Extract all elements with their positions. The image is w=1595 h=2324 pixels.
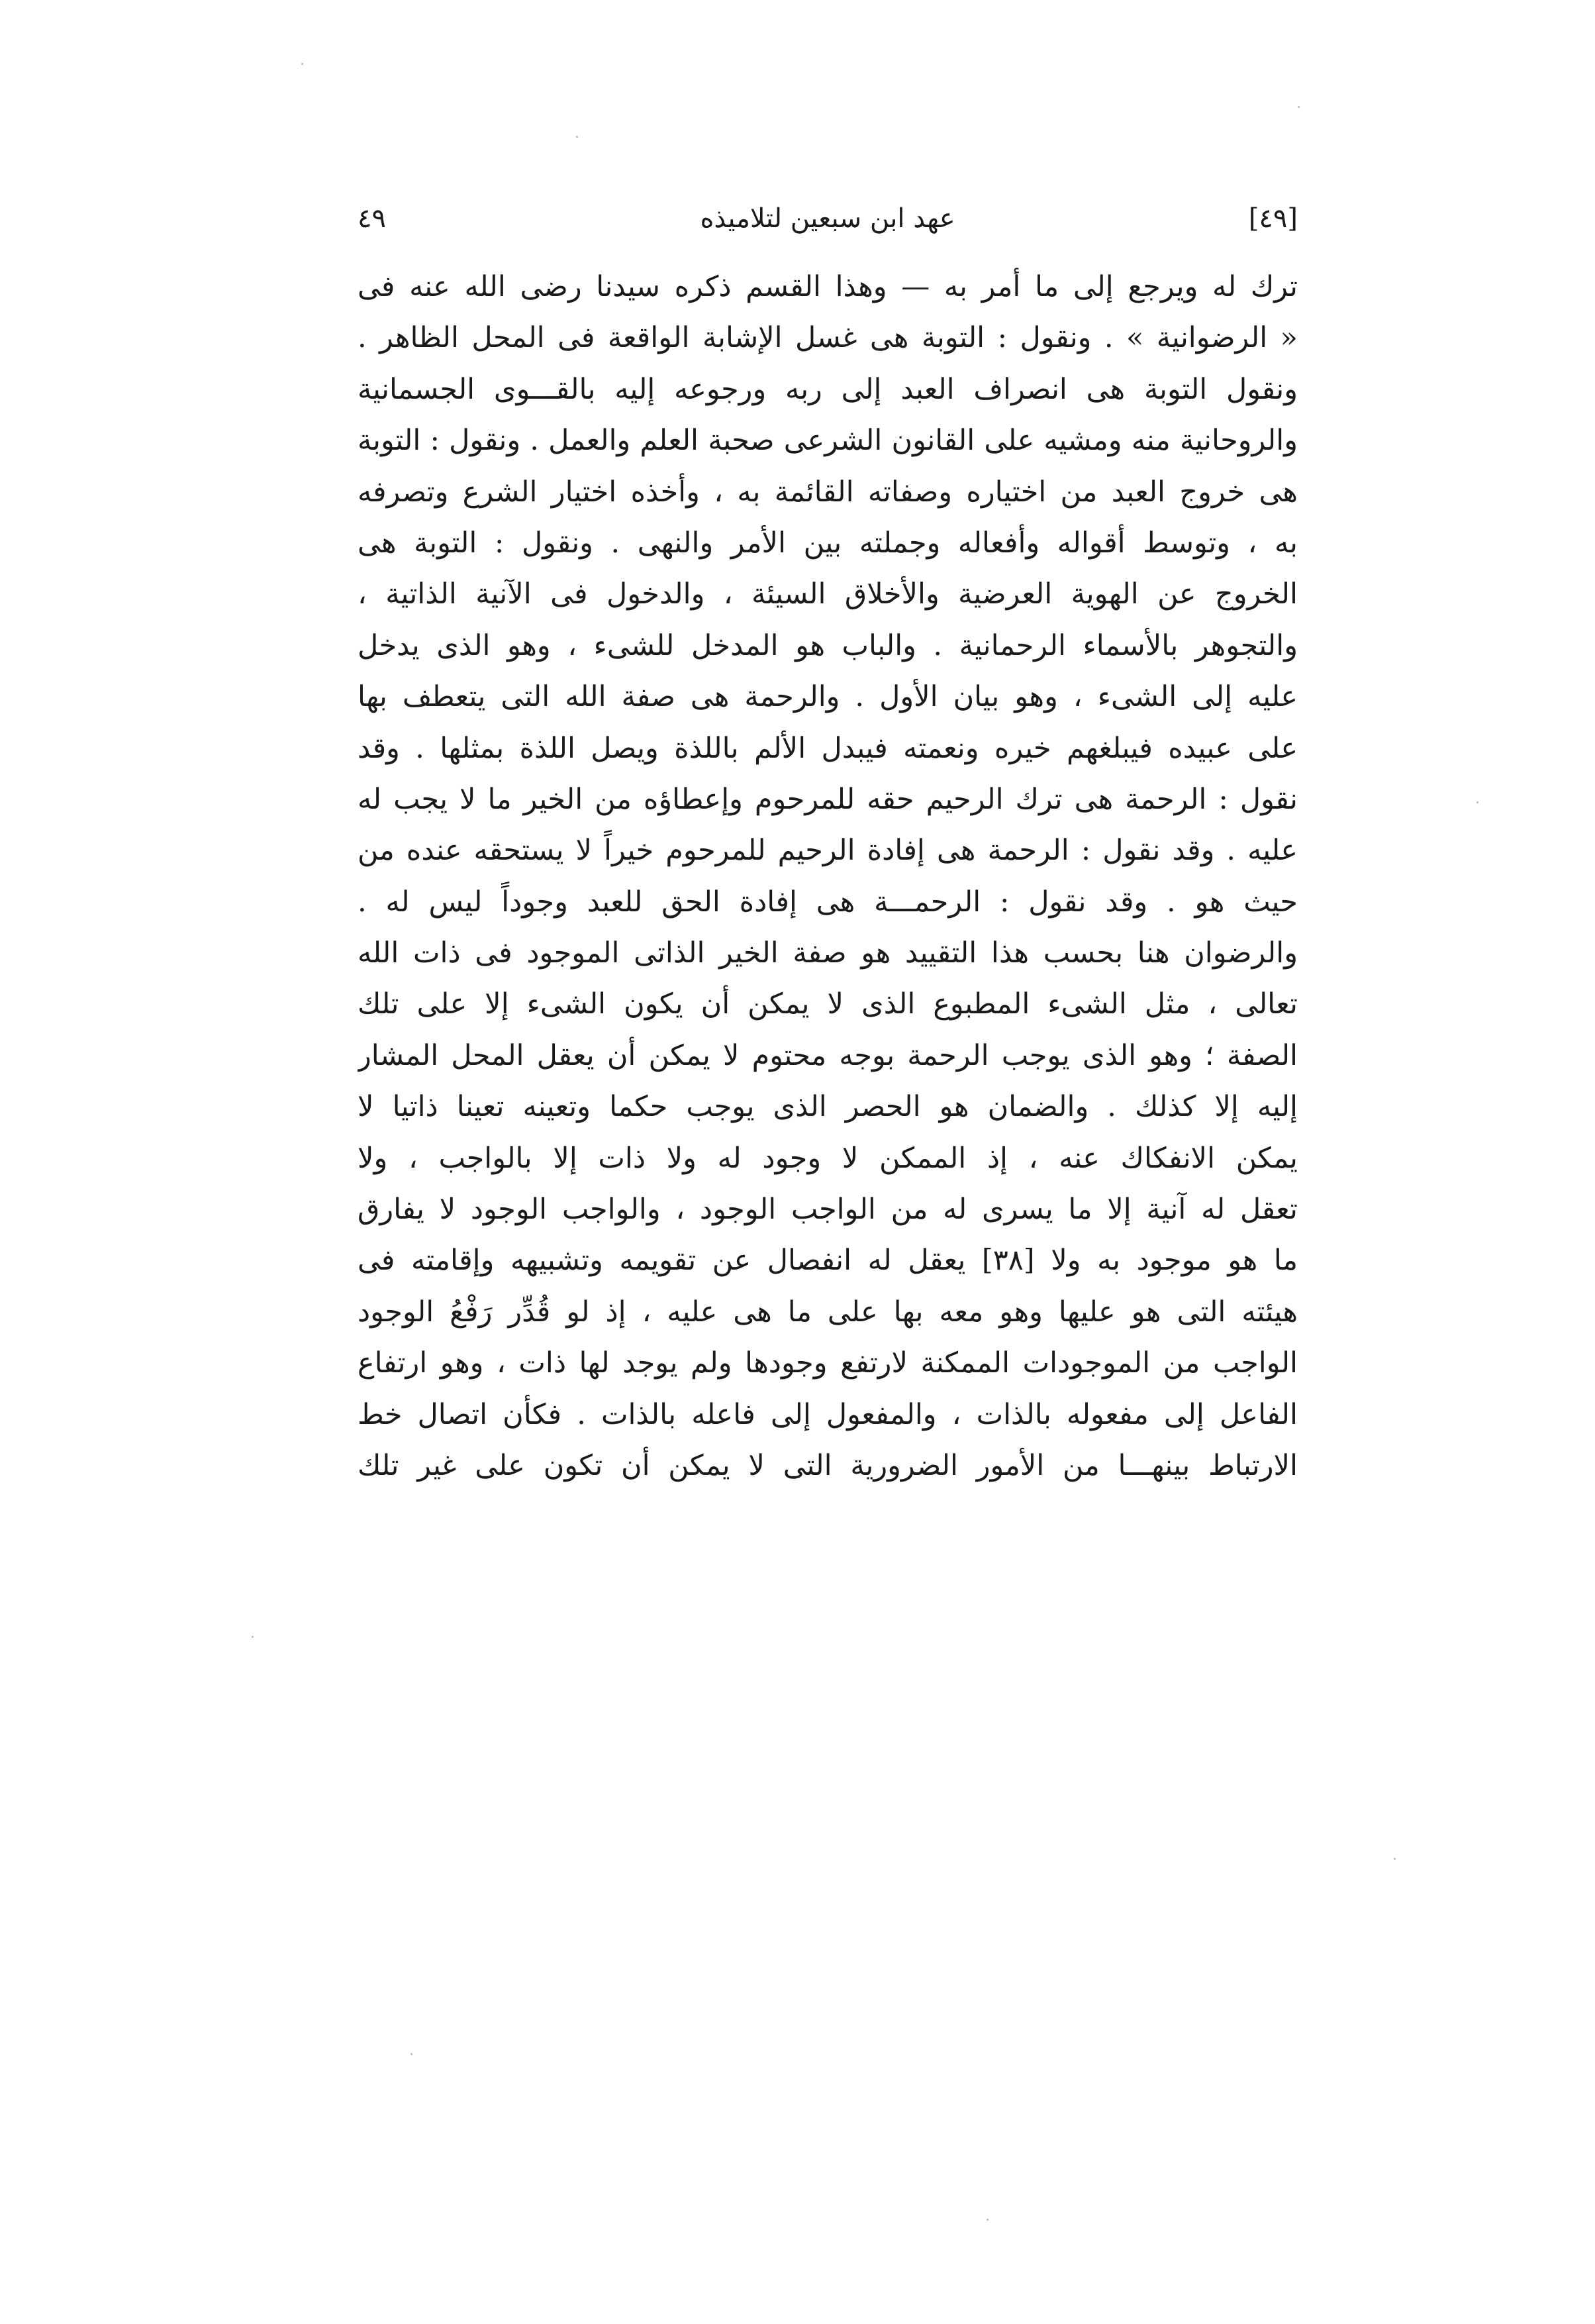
- text-line: الواجب من الموجودات الممكنة لارتفع وجودها ولم يوجد لها ذات ، وهو ارتفاع: [358, 1346, 1298, 1380]
- scan-speck: [252, 1636, 254, 1638]
- text-line: الفاعل إلى مفعوله بالذات ، والمفعول إلى فاعله بالذات . فكأن اتصال خط: [358, 1397, 1298, 1431]
- scan-speck: [576, 136, 578, 138]
- text-line: هى خروج العبد من اختياره وصفاته القائمة به ، وأخذه اختيار الشرع وتصرفه: [358, 475, 1298, 509]
- text-line: ما هو موجود به ولا [٣٨] يعقل له انفصال عن تقويمه وتشبيهه وإقامته فى: [358, 1244, 1298, 1278]
- page-bracket-number: [٤٩]: [1248, 203, 1298, 234]
- text-line: يمكن الانفكاك عنه ، إذ الممكن لا وجود له ولا ذات إلا بالواجب ، ولا: [358, 1141, 1298, 1175]
- text-line: تعقل له آنية إلا ما يسرى له من الواجب الوجود ، والواجب الوجود لا يفارق: [358, 1193, 1298, 1227]
- scan-speck: [301, 63, 303, 65]
- scan-speck: [411, 2053, 412, 2055]
- text-line: إليه إلا كذلك . والضمان هو الحصر الذى يوجب حكما وتعينه تعينا ذاتيا لا: [358, 1090, 1298, 1124]
- text-line: عليه إلى الشىء ، وهو بيان الأول . والرحمة هى صفة الله التى يتعطف بها: [358, 680, 1298, 714]
- text-line: والروحانية منه ومشيه على القانون الشرعى صحبة العلم والعمل . ونقول : التوبة: [358, 424, 1298, 458]
- text-line: « الرضوانية » . ونقول : التوبة هى غسل الإشابة الواقعة فى المحل الظاهر .: [358, 321, 1298, 355]
- text-line: نقول : الرحمة هى ترك الرحيم حقه للمرحوم وإعطاؤه من الخير ما لا يجب له: [358, 782, 1298, 816]
- text-line: والتجوهر بالأسماء الرحمانية . والباب هو المدخل للشىء ، وهو الذى يدخل: [358, 629, 1298, 662]
- body-text: [358, 262, 1298, 1491]
- text-line: على عبيده فيبلغهم خيره ونعمته فيبدل الألم باللذة ويصل اللذة بمثلها . وقد: [358, 731, 1298, 765]
- scan-speck: [1476, 801, 1478, 803]
- text-line: عليه . وقد نقول : الرحمة هى إفادة الرحيم للمرحوم خيراً لا يستحقه عنده من: [358, 834, 1298, 868]
- text-line: ونقول التوبة هى انصراف العبد إلى ربه ورجوعه إليه بالقـــوى الجسمانية: [358, 372, 1298, 406]
- scan-speck: [1394, 1858, 1396, 1860]
- text-line: الخروج عن الهوية العرضية والأخلاق السيئة ، والدخول فى الآنية الذاتية ،: [358, 578, 1298, 611]
- running-title: عهد ابن سبعين لتلاميذه: [700, 203, 955, 234]
- text-line: الارتباط بينهـــا من الأمور الضرورية التى لا يمكن أن تكون على غير تلك: [358, 1448, 1298, 1482]
- page-number: ٤٩: [358, 203, 386, 234]
- text-line: والرضوان هنا بحسب هذا التقييد هو صفة الخير الذاتى الموجود فى ذات الله: [358, 936, 1298, 970]
- text-line: الصفة ؛ وهو الذى يوجب الرحمة بوجه محتوم لا يمكن أن يعقل المحل المشار: [358, 1038, 1298, 1072]
- scan-speck: [987, 2219, 989, 2221]
- scan-speck: [1298, 106, 1300, 108]
- text-line: ترك له ويرجع إلى ما أمر به — وهذا القسم ذكره سيدنا رضى الله عنه فى: [358, 270, 1298, 303]
- text-line: به ، وتوسط أقواله وأفعاله وجملته بين الأمر والنهى . ونقول : التوبة هى: [358, 526, 1298, 560]
- text-line: حيث هو . وقد نقول : الرحمـــة هى إفادة الحق للعبد وجوداً ليس له .: [358, 885, 1298, 919]
- page-header: [358, 192, 1298, 245]
- text-line: تعالى ، مثل الشىء المطبوع الذى لا يمكن أن يكون الشىء إلا على تلك: [358, 987, 1298, 1021]
- text-line: هيئته التى هو عليها وهو معه بها على ما هى عليه ، إذ لو قُدِّر رَفْعُ الوجود: [358, 1295, 1298, 1329]
